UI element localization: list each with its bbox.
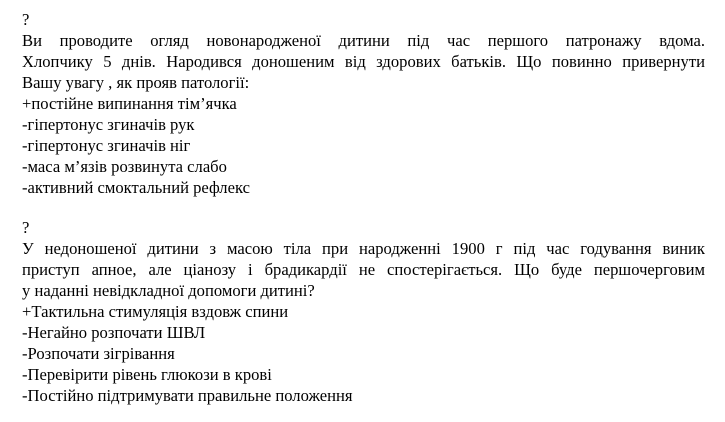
answer-option: -гіпертонус згиначів ніг [22, 136, 191, 155]
question-text-line-1: У недоношеної дитини з масою тіла при народженні 1900 г під час годування виник [22, 239, 705, 258]
question-block-1 [22, 9, 705, 198]
answer-option: -Розпочати зігрівання [22, 344, 175, 363]
question-marker: ? [22, 10, 30, 29]
answer-option: -гіпертонус згиначів рук [22, 115, 195, 134]
question-text-line-3: у наданні невідкладної допомоги дитині? [22, 281, 315, 300]
answer-option: -Негайно розпочати ШВЛ [22, 323, 206, 342]
question-marker: ? [22, 218, 30, 237]
answer-option-correct: +постійне випинання тім’ячка [22, 94, 237, 113]
question-block-2 [22, 217, 705, 406]
paragraph-spacer [22, 198, 705, 217]
question-text-line-1: Ви проводите огляд новонародженої дитини під час першого патронажу вдома. [22, 31, 705, 50]
question-text-line-2: Хлопчику 5 днів. Народився доношеним від здорових батьків. Що повинно привернути [22, 52, 705, 71]
answer-option: -Перевірити рівень глюкози в крові [22, 365, 272, 384]
answer-option: -активний смоктальний рефлекс [22, 178, 250, 197]
question-text-line-2: приступ апное, але ціанозу і брадикардії не спостерігається. Що буде першочерговим [22, 260, 705, 279]
answer-option-correct: +Тактильна стимуляція вздовж спини [22, 302, 289, 321]
document-page [22, 9, 705, 406]
answer-option: -маса м’язів розвинута слабо [22, 157, 227, 176]
question-text-line-3: Вашу увагу , як прояв патології: [22, 73, 250, 92]
answer-option: -Постійно підтримувати правильне положення [22, 386, 353, 405]
